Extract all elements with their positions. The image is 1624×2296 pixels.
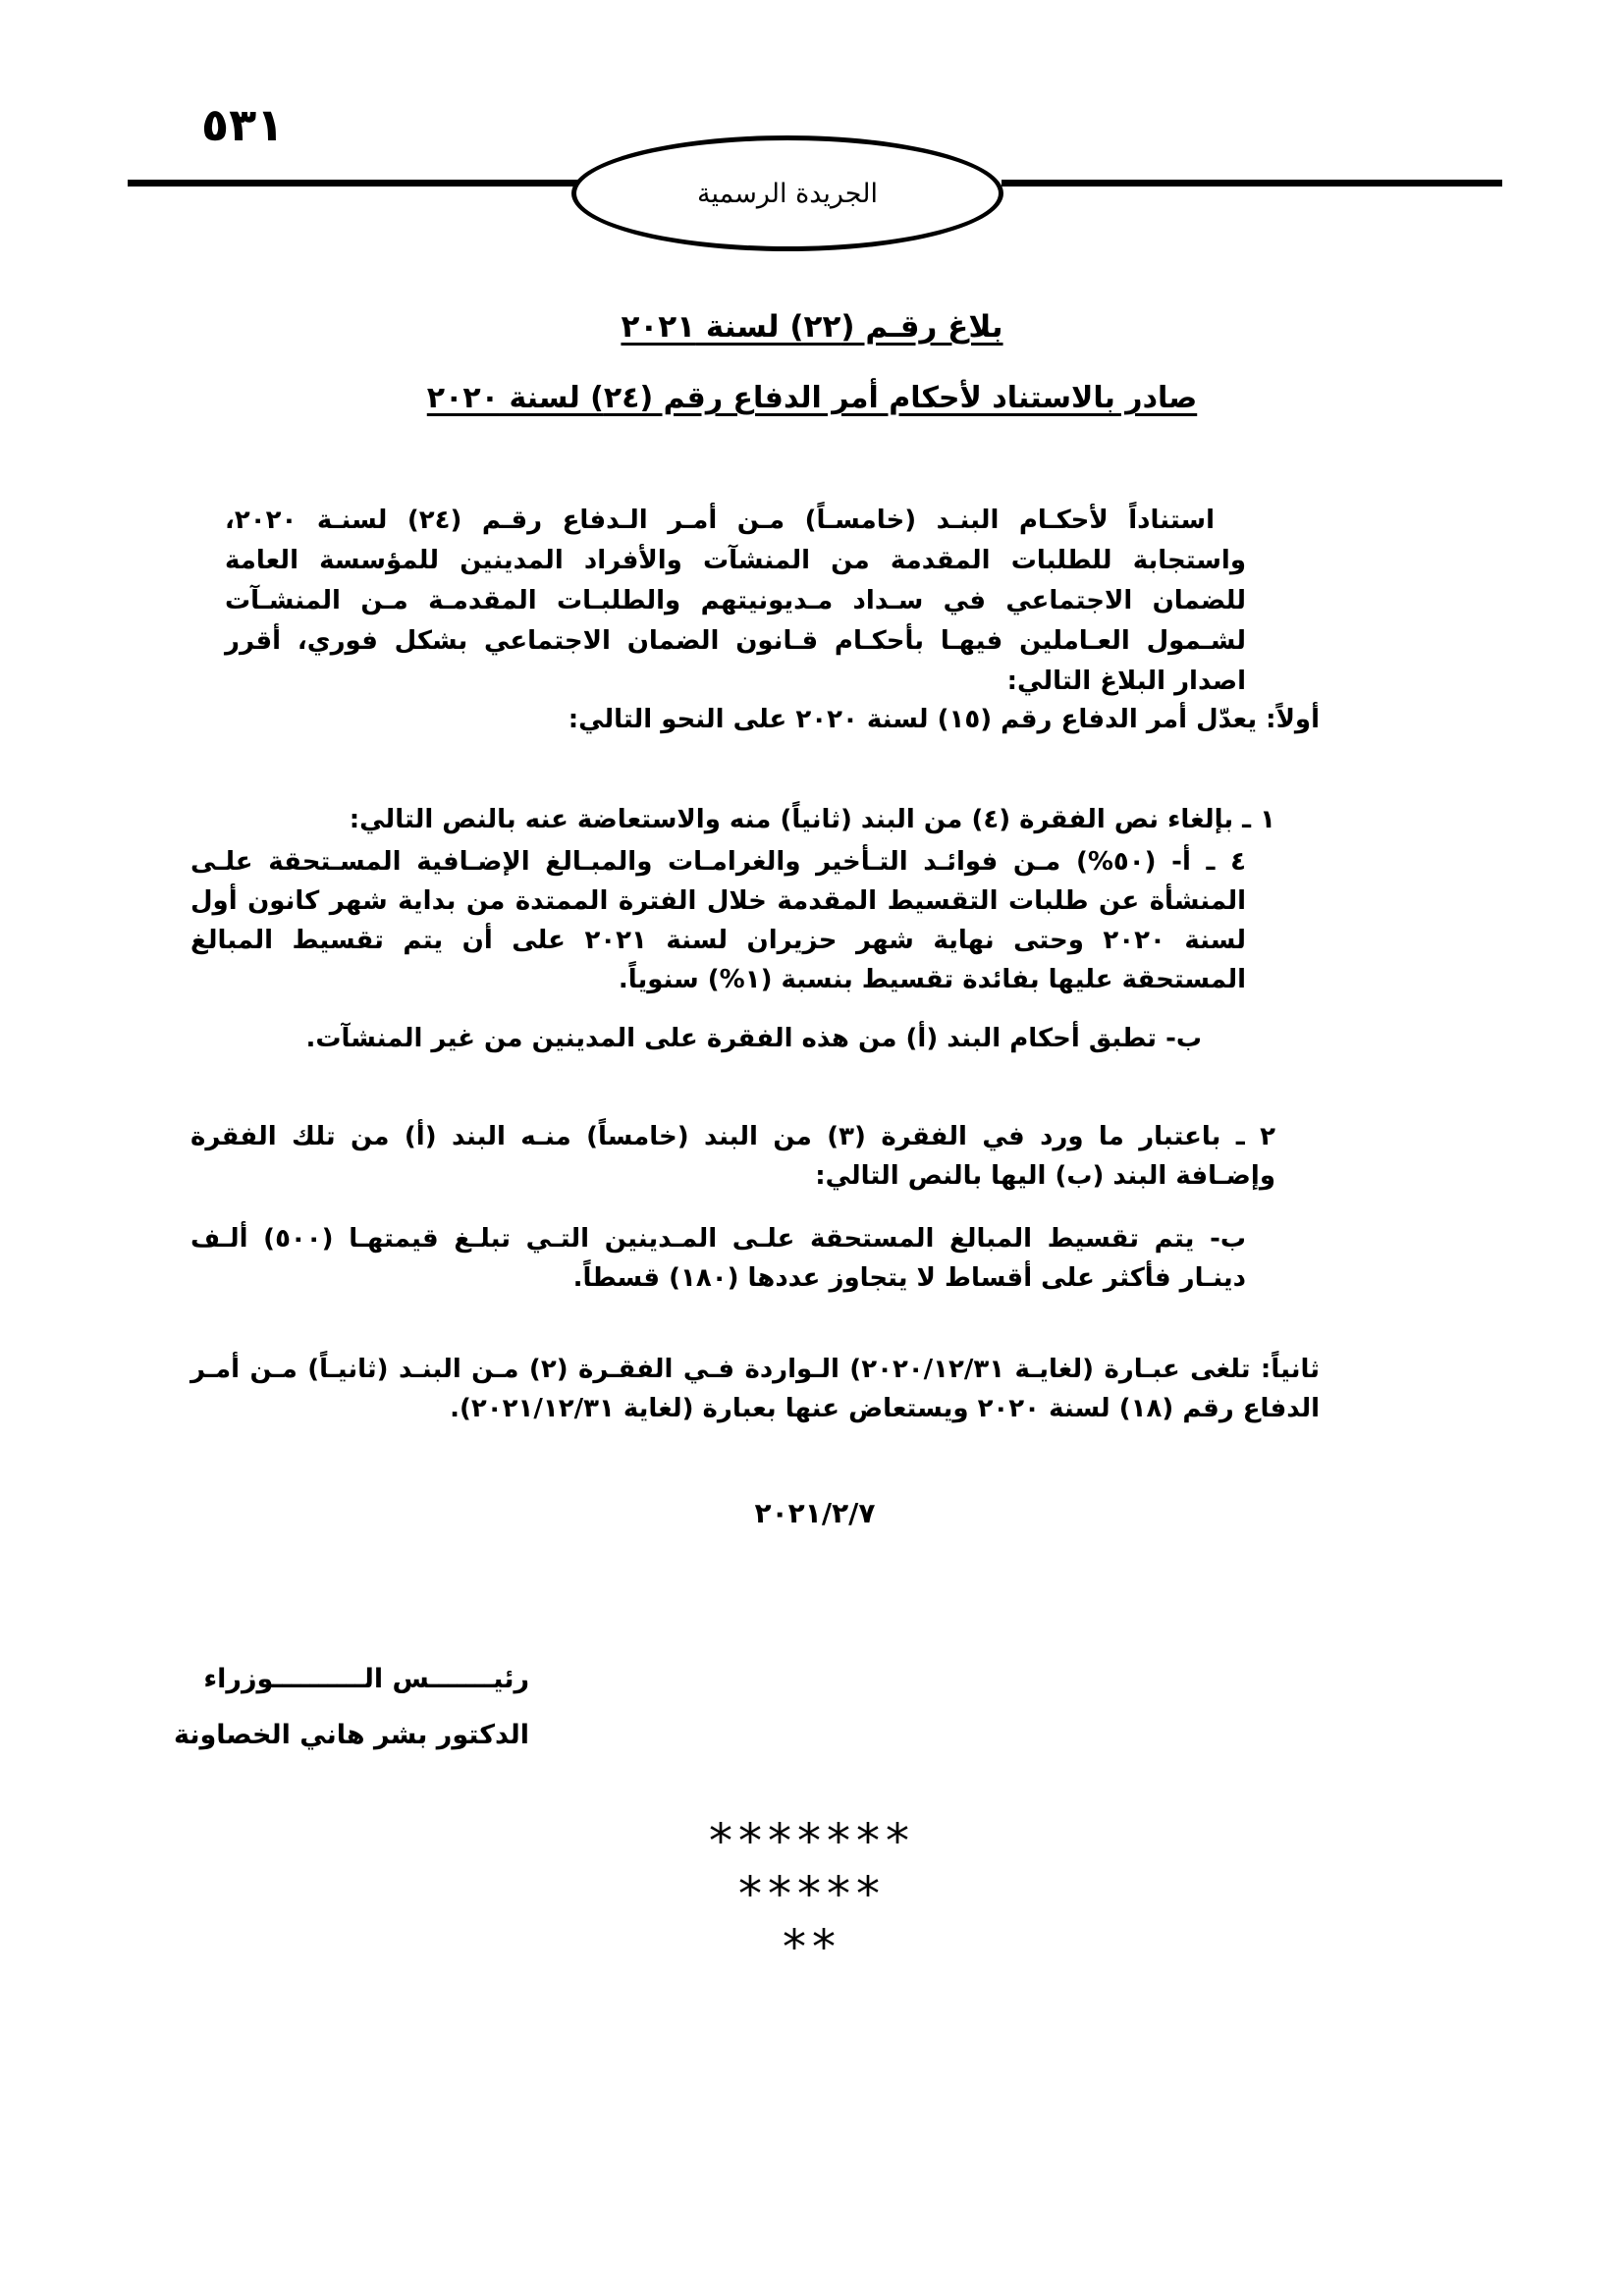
separator-stars-row-2: ***** xyxy=(738,1867,886,1922)
header-rule-right xyxy=(1001,180,1502,187)
section-second-paragraph: ثانياً: تلغى عبـارة (لغايـة ٢٠٢٠/١٢/٣١) الـواردة فـي الفقـرة (٢) مـن البنـد (ثانيـاً) مـن أمـر الدفاع رقم (١٨) لسنة ٢٠٢٠ ويستعاض عنها بعبارة (لغاية ٢٠٢١/١٢/٣١). xyxy=(190,1355,1320,1423)
item-1-intro: ١ ـ بإلغاء نص الفقرة (٤) من البند (ثانياً) منه والاستعاضة عنه بالنص التالي: xyxy=(349,805,1275,834)
document-title: بلاغ رقـم (٢٢) لسنة ٢٠٢١ xyxy=(621,309,1003,345)
header-rule-left xyxy=(128,180,589,187)
item-1-clause-b: ب- تطبق أحكام البند (أ) من هذه الفقرة على المدينين من غير المنشآت. xyxy=(305,1024,1202,1053)
separator-stars-row-1: ******* xyxy=(709,1814,915,1869)
masthead-oval xyxy=(571,135,1003,251)
preamble-paragraph: استناداً لأحكـام البنـد (خامسـاً) مـن أمـر الـدفاع رقـم (٢٤) لسنـة ٢٠٢٠، واستجابة للطلبات المقدمة من المنشآت والأفراد المدينين للمؤسسة العامة للضمان الاجتماعي في سـداد مـديونيتهم والطلبـات المقدمـة مـن المنشـآت لشـمول العـاملين فيهـا بأحكـام قـانون الضمان الاجتماعي بشكل فوري، أقرر اصدار البلاغ التالي: xyxy=(225,506,1246,696)
document-subtitle: صادر بالاستناد لأحكام أمر الدفاع رقم (٢٤) لسنة ٢٠٢٠ xyxy=(426,381,1198,415)
item-1-clause-a: ٤ ـ أ- (٥٠%) مـن فوائـد التـأخير والغرامـات والمبـالغ الإضـافية المسـتحقة علـى المنشأة عن طلبات التقسيط المقدمة خلال الفترة الممتدة من بداية شهر كانون أول لسنة ٢٠٢٠ وحتى نهاية شهر حزيران لسنة ٢٠٢١ على أن يتم تقسيط المبالغ المستحقة عليها بفائدة تقسيط بنسبة (١%) سنوياً. xyxy=(190,847,1247,994)
page-number: ٥٣١ xyxy=(201,98,285,151)
issue-date: ٢٠٢١/٢/٧ xyxy=(754,1497,876,1529)
item-2-clause-b: ب- يتم تقسيط المبالغ المستحقة علـى المـدينين التـي تبلـغ قيمتهـا (٥٠٠) ألـف دينـار فأكثر على أقساط لا يتجاوز عددها (١٨٠) قسطاً. xyxy=(190,1224,1246,1293)
signatory-name: الدكتور بشر هاني الخصاونة xyxy=(174,1720,529,1750)
signatory-title: رئيـــــــس الــــــــــوزراء xyxy=(203,1664,529,1694)
item-2-intro: ٢ ـ باعتبار ما ورد في الفقرة (٣) من البند (خامساً) منـه البند (أ) من تلك الفقرة وإضـافة البند (ب) اليها بالنص التالي: xyxy=(190,1122,1275,1191)
masthead-title: الجريدة الرسمية xyxy=(697,178,878,209)
section-first-heading: أولاً: يعدّل أمر الدفاع رقم (١٥) لسنة ٢٠٢٠ على النحو التالي: xyxy=(568,705,1320,734)
separator-stars-row-3: ** xyxy=(783,1920,841,1975)
